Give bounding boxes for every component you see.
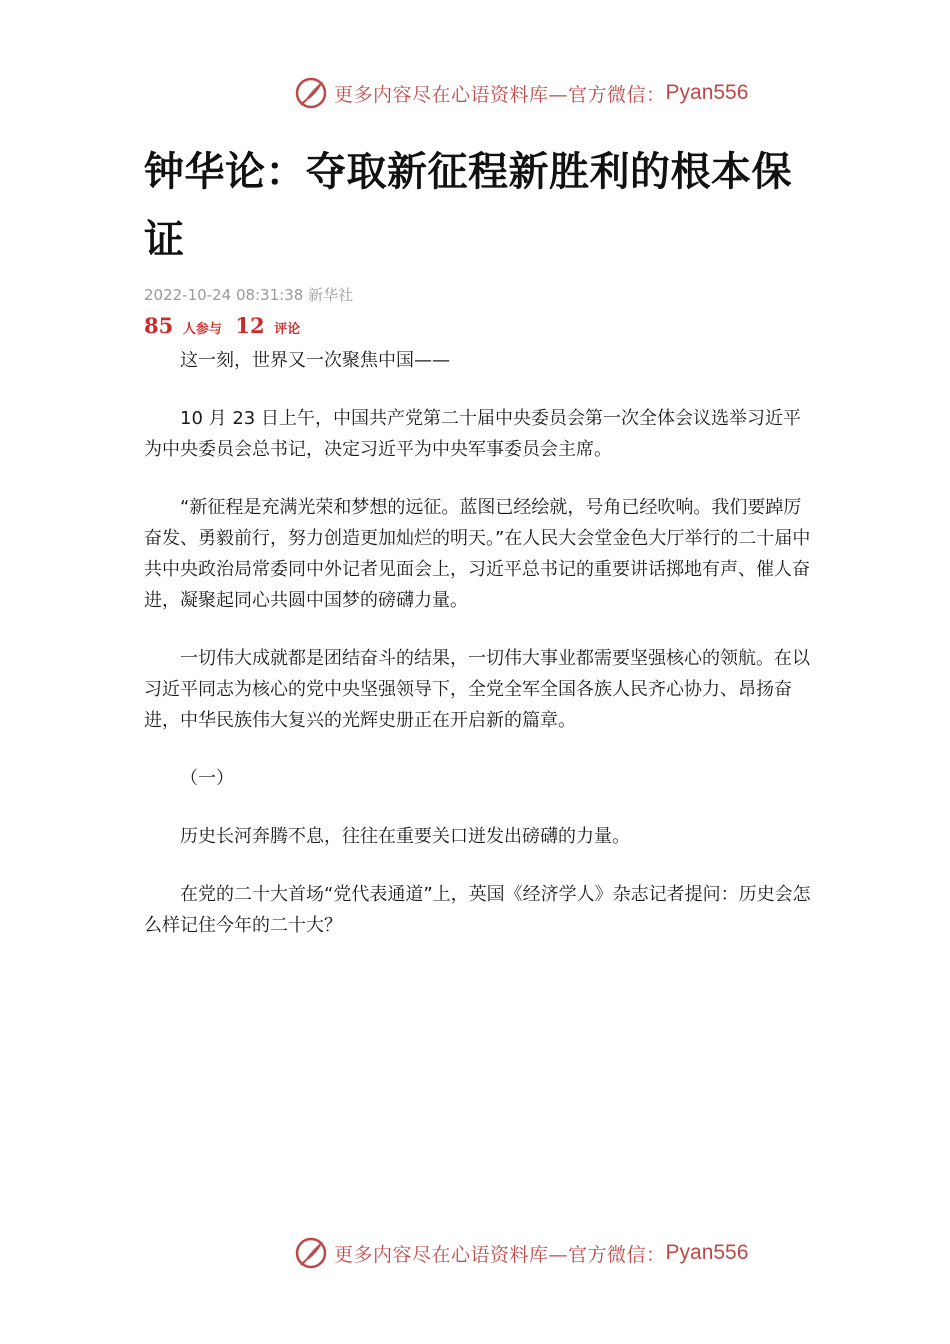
paragraph: 这一刻，世界又一次聚焦中国—— <box>180 350 450 371</box>
article-meta: 2022-10-24 08:31:38 新华社 <box>144 286 354 304</box>
watermark-footer <box>294 1235 748 1271</box>
wechat-id: Pyan556 <box>665 81 749 104</box>
watermark-text: 更多内容尽在心语资料库—官方微信： <box>334 1243 666 1266</box>
article-stats <box>144 313 308 338</box>
section-heading: （一） <box>180 768 234 789</box>
paragraph: “新征程是充满光荣和梦想的远征。蓝图已经绘就，号角已经吹响。我们要踔厉奋发、勇毅前行，努力创造更加灿烂的明天。”在人民大会堂金色大厅举行的二十届中共中央政治局常委同中外记者见面会上，习近平总书记的重要讲话掷地有声、催人奋进，凝聚起同心共圆中国梦的磅礴力量。 <box>144 497 811 611</box>
paragraph: 10 月 23 日上午，中国共产党第二十届中央委员会第一次全体会议选举习近平为中央委员会总书记，决定习近平为中央军事委员会主席。 <box>144 408 801 460</box>
quill-logo-icon <box>294 76 328 110</box>
watermark-header <box>294 75 748 111</box>
comments-count[interactable]: 12 <box>235 313 265 338</box>
comments-label[interactable]: 评论 <box>274 322 301 337</box>
article-title: 钟华论：夺取新征程新胜利的根本保证 <box>144 149 792 263</box>
watermark-text: 更多内容尽在心语资料库—官方微信： <box>334 83 666 106</box>
paragraph: 历史长河奔腾不息，往往在重要关口迸发出磅礴的力量。 <box>180 826 630 847</box>
wechat-id: Pyan556 <box>665 1241 749 1264</box>
quill-logo-icon <box>294 1236 328 1270</box>
participants-count: 85 <box>144 313 174 338</box>
paragraph: 一切伟大成就都是团结奋斗的结果，一切伟大事业都需要坚强核心的领航。在以习近平同志为核心的党中央坚强领导下，全党全军全国各族人民齐心协力、昂扬奋进，中华民族伟大复兴的光辉史册正在开启新的篇章。 <box>144 648 810 731</box>
article-body <box>144 345 814 968</box>
participants-label: 人参与 <box>182 322 222 337</box>
paragraph: 在党的二十大首场“党代表通道”上，英国《经济学人》杂志记者提问：历史会怎么样记住今年的二十大？ <box>144 884 811 936</box>
